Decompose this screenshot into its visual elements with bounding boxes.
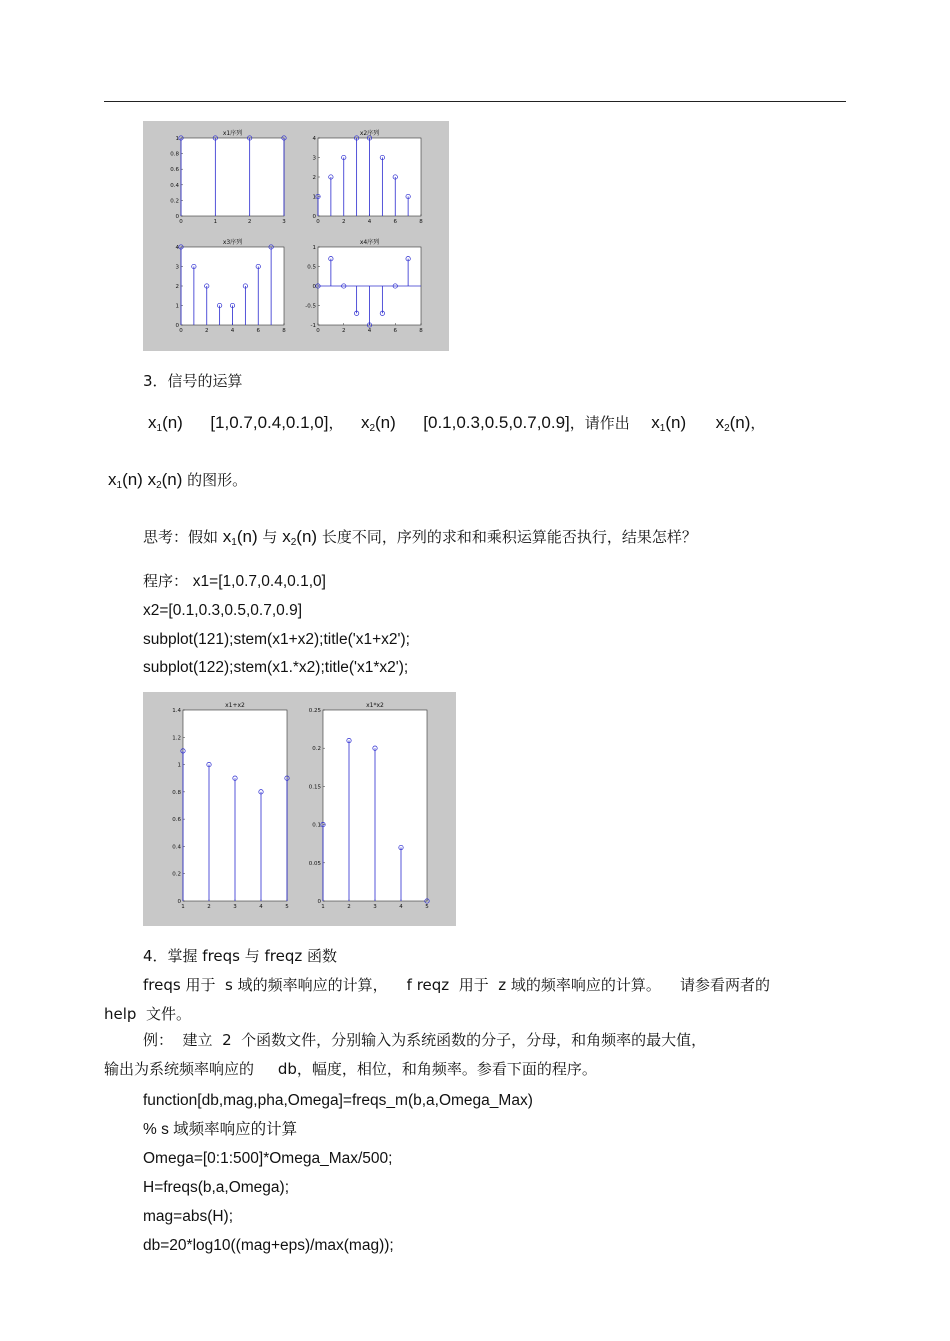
problem-line-2: $x_1(n)$ $x_2(n)$ 的图形。 [108, 470, 248, 491]
fig1-plot3-ytick-label: 0 [175, 323, 179, 329]
fig2-plot2-ytick-label: 0.1 [312, 822, 321, 829]
fig1-plot3-xtick-label: 4 [230, 328, 235, 334]
figure-x-sequences [143, 121, 449, 351]
fig1-plot3-xtick-label: 8 [282, 328, 286, 334]
fig2-plot1-xtick-label: 1 [181, 904, 185, 910]
fig2-plot1-ytick-label: 0.2 [172, 871, 181, 878]
fig2-plot2-title: x1*x2 [366, 702, 384, 709]
fig2-plot2-ytick-label: 0.25 [308, 708, 321, 714]
fig1-plot4-xtick-label: 8 [419, 328, 423, 334]
figure-sum-product [143, 692, 456, 926]
x1-value: [1,0.7,0.4,0.1,0] [210, 413, 329, 432]
fig1-plot4-ytick-label: 0.5 [307, 264, 316, 271]
fig1-plot2-xtick-label: 6 [393, 219, 397, 225]
fig1-plot1-xtick-label: 3 [282, 219, 286, 225]
fig2-plot2-xtick-label: 1 [321, 904, 325, 910]
section4-paragraph-1a: freqs 用于 s 域的频率响应的计算， f reqz 用于 z 域的频率响应的计算。 请参看两者的 [143, 976, 770, 994]
fig2-plot1-ytick-label: 1.4 [172, 708, 181, 714]
fig1-plot1-xtick-label: 0 [179, 219, 183, 225]
fig1-plot2-xtick-label: 8 [419, 219, 423, 225]
fig1-plot1-title: x1序列 [222, 130, 243, 137]
fig2-plot1-ytick-label: 1.2 [172, 735, 181, 742]
fig2-plot1-ytick-label: 1 [177, 762, 181, 769]
fig1-plot2-ytick-label: 2 [312, 175, 316, 181]
code-line-5: mag=abs(H); [143, 1208, 234, 1225]
code-line-1: function[db,mag,pha,Omega]=freqs_m(b,a,Omega_Max) [143, 1092, 533, 1109]
fig1-plot2-ytick-label: 0 [312, 214, 316, 220]
section4-paragraph-2a: 例： 建立 2 个函数文件，分别输入为系统函数的分子，分母，和角频率的最大值， [143, 1031, 707, 1049]
fig1-plot4-xtick-label: 2 [342, 328, 346, 334]
program-line-3: subplot(121);stem(x1+x2);title('x1+x2'); [143, 631, 410, 648]
fig2-plot2-ytick-label: 0.2 [312, 746, 321, 753]
fig1-plot4-xtick-label: 4 [367, 328, 372, 334]
fig1-plot2-ytick-label: 4 [312, 136, 316, 142]
fig2-plot1-xtick-label: 4 [259, 904, 263, 910]
fig1-plot3-title: x3序列 [222, 239, 243, 246]
fig1-plot1-ytick-label: 1 [175, 136, 179, 142]
section4-heading: 4．掌握 freqs 与 freqz 函数 [143, 947, 338, 965]
figure-sum-product-svg [143, 692, 456, 926]
fig1-plot4-ytick-label: -1 [310, 323, 316, 329]
program-line-1: 程序： x1=[1,0.7,0.4,0.1,0] [143, 572, 326, 590]
fig1-plot4-ytick-label: 0 [312, 284, 316, 290]
figure-x-sequences-svg [143, 121, 449, 351]
fig1-plot1-ytick-label: 0 [175, 214, 179, 220]
fig1-plot3-ytick-label: 2 [175, 284, 179, 290]
program-line-2: x2=[0.1,0.3,0.5,0.7,0.9] [143, 602, 302, 619]
fig1-plot1-ytick-label: 0.2 [170, 198, 179, 205]
header-rule [104, 101, 846, 102]
fig1-plot1-axes [181, 138, 284, 216]
fig2-plot2-ytick-label: 0.05 [308, 860, 321, 867]
section4-paragraph-1b: help 文件。 [104, 1005, 191, 1023]
fig2-plot1-ytick-label: 0.8 [172, 789, 181, 796]
fig1-plot1-ytick-label: 0.8 [170, 151, 179, 158]
fig1-plot3-ytick-label: 4 [175, 245, 179, 251]
fig1-plot3-ytick-label: 3 [175, 264, 179, 271]
problem-line: $x_1(n)$ [1,0.7,0.4,0.1,0]， $x_2(n)$ [0.1,0.3,0.5,0.7,0.9]，请作出 $x_1(n)$ $x_2(n)$， [148, 413, 766, 434]
fig2-plot1-ytick-label: 0.4 [172, 844, 181, 851]
code-line-2: % s 域频率响应的计算 [143, 1121, 298, 1138]
fig2-plot1-xtick-label: 2 [207, 904, 211, 910]
fig2-plot1-title: x1+x2 [225, 702, 245, 709]
fig1-plot3-ytick-label: 1 [175, 303, 179, 310]
section4-paragraph-2b: 输出为系统频率响应的 db，幅度，相位，和角频率。参看下面的程序。 [104, 1060, 597, 1078]
fig2-plot2-xtick-label: 4 [399, 904, 403, 910]
fig1-plot4-ytick-label: -0.5 [305, 303, 316, 310]
fig2-plot2-ytick-label: 0.15 [308, 784, 321, 791]
fig2-plot2-xtick-label: 5 [425, 904, 429, 910]
code-line-6: db=20*log10((mag+eps)/max(mag)); [143, 1237, 394, 1254]
fig1-plot1-xtick-label: 2 [247, 219, 252, 225]
fig1-plot1-ytick-label: 0.6 [170, 167, 179, 174]
x2-value: [0.1,0.3,0.5,0.7,0.9] [423, 413, 570, 432]
fig1-plot2-title: x2序列 [359, 130, 380, 137]
section3-heading: 3．信号的运算 [143, 372, 243, 390]
fig1-plot1-xtick-label: 1 [213, 219, 218, 225]
fig2-plot2-ytick-label: 0 [317, 899, 321, 905]
code-line-4: H=freqs(b,a,Omega); [143, 1179, 290, 1196]
fig1-plot4-title: x4序列 [359, 239, 380, 246]
program-line-4: subplot(122);stem(x1.*x2);title('x1*x2'); [143, 659, 409, 676]
fig1-plot4-xtick-label: 0 [316, 328, 320, 334]
fig2-plot1-ytick-label: 0.6 [172, 817, 181, 824]
fig2-plot2-xtick-label: 2 [347, 904, 351, 910]
fig1-plot2-xtick-label: 2 [342, 219, 346, 225]
fig1-plot4-xtick-label: 6 [393, 328, 397, 334]
fig1-plot3-xtick-label: 6 [256, 328, 260, 334]
fig1-plot2-xtick-label: 4 [367, 219, 372, 225]
fig1-plot2-ytick-label: 1 [312, 194, 316, 201]
fig2-plot2-xtick-label: 3 [373, 904, 377, 910]
code-line-3: Omega=[0:1:500]*Omega_Max/500; [143, 1150, 393, 1167]
fig2-plot1-xtick-label: 5 [285, 904, 289, 910]
fig1-plot2-ytick-label: 3 [312, 155, 316, 162]
fig1-plot3-xtick-label: 2 [205, 328, 209, 334]
fig2-plot1-ytick-label: 0 [177, 899, 181, 905]
fig1-plot2-xtick-label: 0 [316, 219, 320, 225]
think-question: 思考：假如 $x_1(n)$ 与 $x_2(n)$ 长度不同，序列的求和和乘积运算能否执行，结果怎样？ [143, 527, 697, 548]
fig2-plot1-xtick-label: 3 [233, 904, 237, 910]
fig1-plot4-ytick-label: 1 [312, 245, 316, 251]
fig1-plot3-xtick-label: 0 [179, 328, 183, 334]
fig1-plot1-ytick-label: 0.4 [170, 182, 179, 189]
